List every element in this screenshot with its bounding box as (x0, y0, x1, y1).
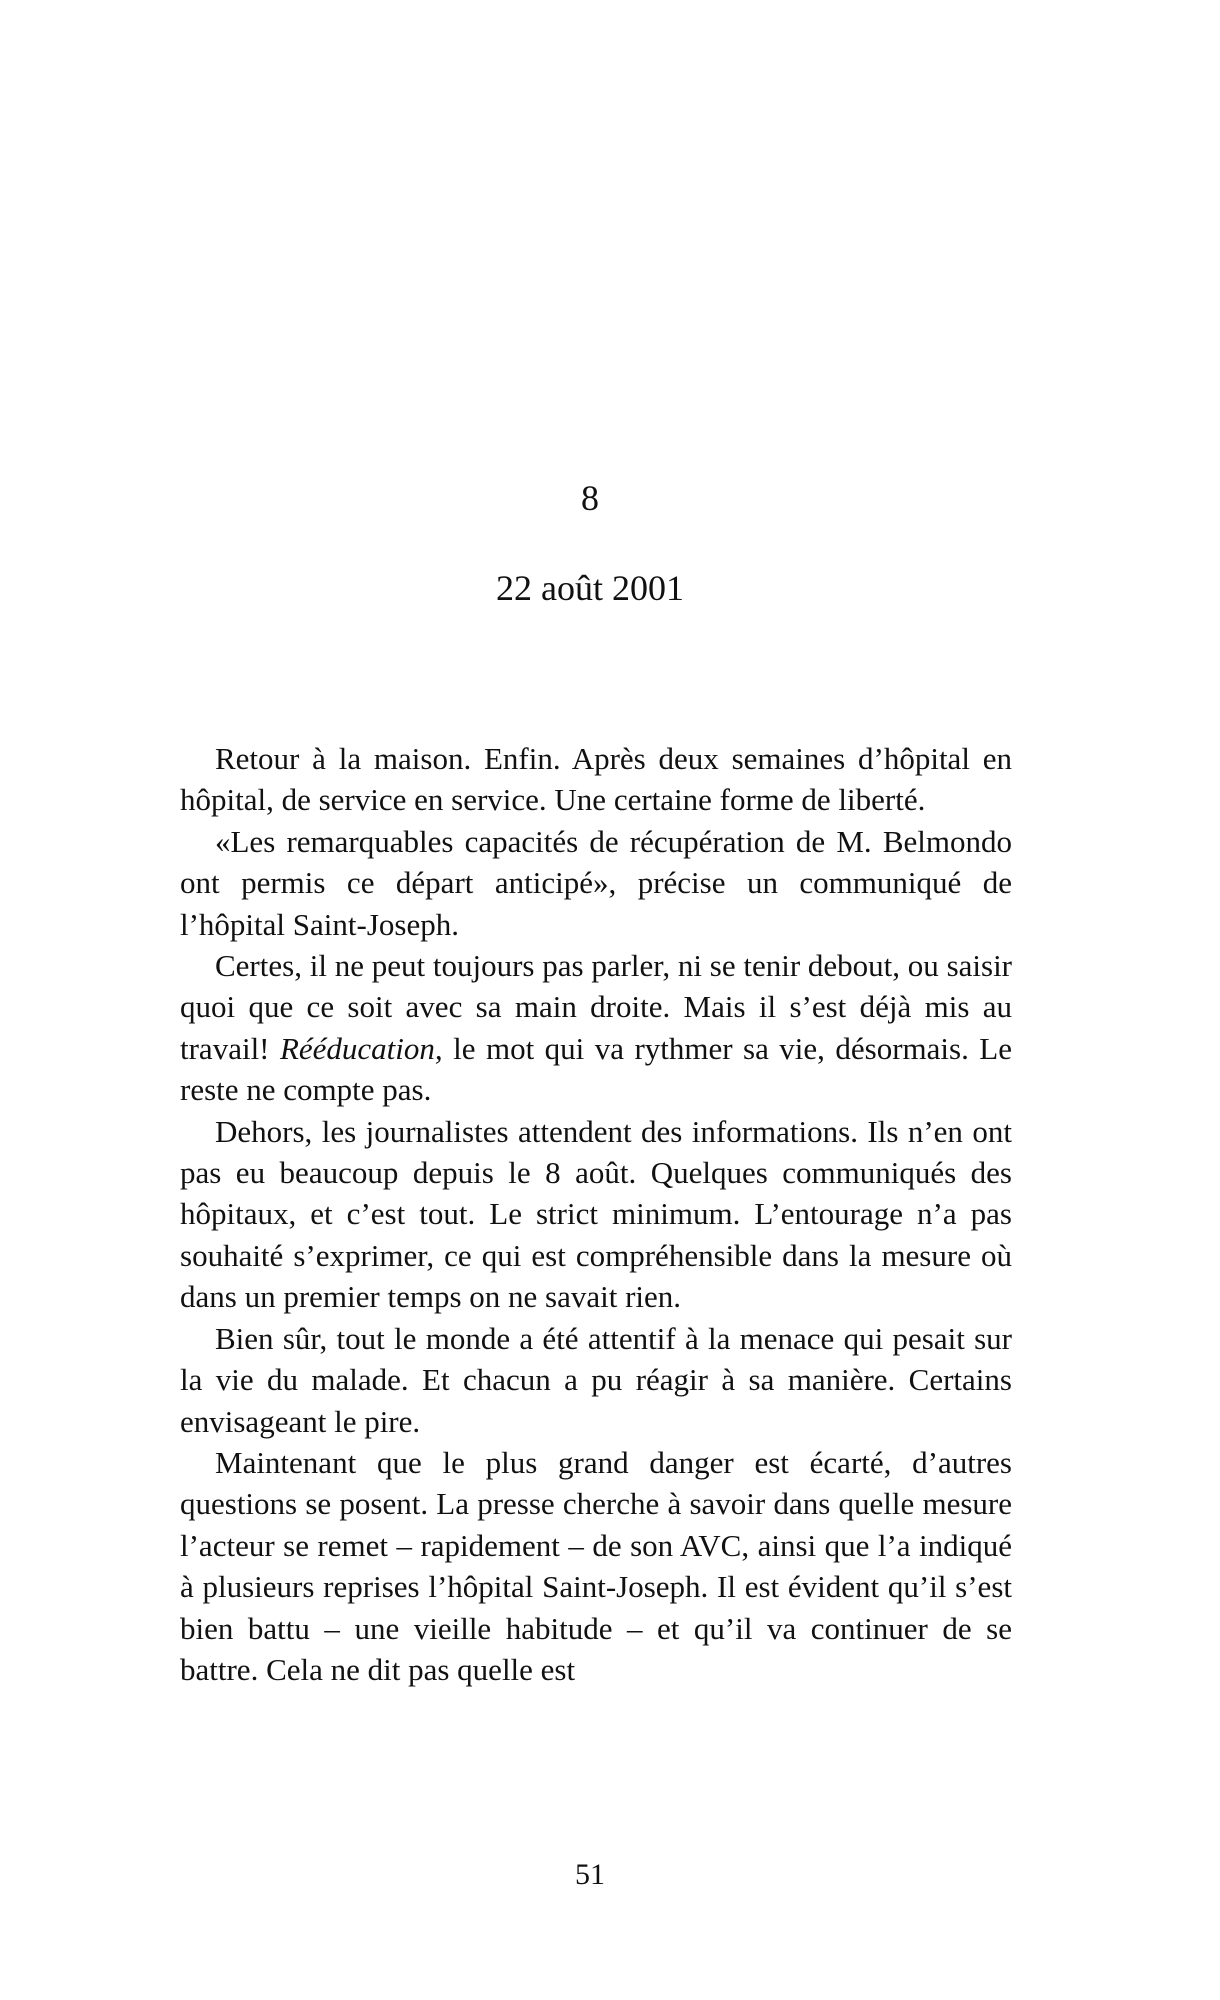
paragraph: «Les remarquables capacités de récupération de M. Belmondo ont permis ce départ anticipé», précise un communiqué de l’hôpital Saint-Joseph. (180, 823, 1012, 942)
italic-term: Rééducation, (279, 1030, 443, 1066)
page-number: 51 (575, 1858, 605, 1891)
paragraph: Maintenant que le plus grand danger est écarté, d’autres questions se posent. La presse cherche à savoir dans quelle mesure l’acteur se remet – rapidement – de son AVC, ainsi que l’a indiqué à plusieurs reprises l’hôpital Saint-Joseph. Il est évident qu’il s’est bien battu – une vieille habitude – et qu’il va continuer de se battre. Cela ne dit pas quelle est (180, 1444, 1012, 1687)
chapter-title: 22 août 2001 (496, 568, 684, 608)
body-text (180, 738, 1012, 1690)
paragraph-text: Certes, il ne peut toujours pas parler, ni se tenir debout, ou saisir quoi que ce soit avec sa main droite. Mais il s’est déjà mis au travail! (180, 948, 1012, 1066)
paragraph (180, 945, 1012, 1111)
paragraph: Dehors, les journalistes attendent des informations. Ils n’en ont pas eu beaucoup depuis le 8 août. Quelques communiqués des hôpitaux, et c’est tout. Le strict minimum. L’entourage n’a pas souhaité s’exprimer, ce qui est compréhensible dans la mesure où dans un premier temps on ne savait rien. (180, 1113, 1012, 1315)
paragraph: Retour à la maison. Enfin. Après deux semaines d’hôpital en hôpital, de service en service. Une certaine forme de liberté. (180, 741, 1012, 818)
paragraph: Bien sûr, tout le monde a été attentif à la menace qui pesait sur la vie du malade. Et chacun a pu réagir à sa manière. Certains envisageant le pire. (180, 1320, 1012, 1439)
chapter-number: 8 (581, 478, 599, 518)
paragraph-text: le mot qui va rythmer sa vie, désormais. Le reste ne compte pas. (180, 1030, 1012, 1108)
